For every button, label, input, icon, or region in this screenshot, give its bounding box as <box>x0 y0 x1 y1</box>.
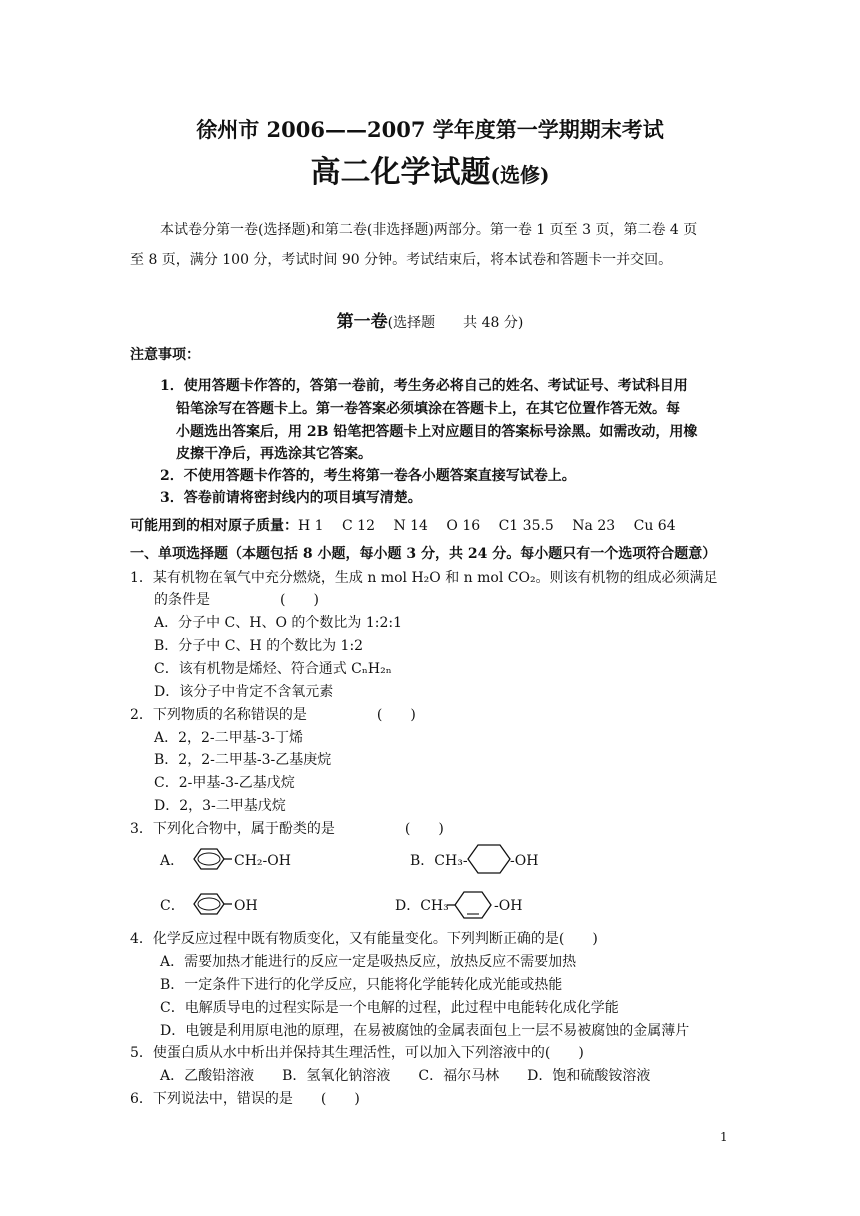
benzene-ring-icon <box>186 891 232 917</box>
subtitle-main: 高二化学试题 <box>310 155 491 190</box>
exam-subtitle <box>0 153 860 195</box>
notice-line-4: 皮擦干净后，再选涂其它答案。 <box>176 446 372 462</box>
q3-option-c-text: OH <box>234 898 258 914</box>
q4-option-b: B．一定条件下进行的化学反应，只能将化学能转化成光能或热能 <box>160 977 563 993</box>
cyclohexane-ring-icon <box>466 842 512 876</box>
q1-option-d: D．该分子中肯定不含氧元素 <box>154 684 334 700</box>
q3-option-c-label: C． <box>160 898 185 914</box>
benzene-ring-icon <box>186 846 232 872</box>
q5-stem: 5．使蛋白质从水中析出并保持其生理活性，可以加入下列溶液中的( ) <box>130 1045 584 1061</box>
q5-options: A．乙酸铅溶液 B．氢氧化钠溶液 C．福尔马林 D．饱和硫酸铵溶液 <box>160 1068 651 1084</box>
intro-line-1: 本试卷分第一卷(选择题)和第二卷(非选择题)两部分。第一卷 1 页至 3 页，第二卷 4 页 <box>160 222 698 238</box>
q3-option-a-label: A． <box>160 853 185 869</box>
q3-stem: 3．下列化合物中，属于酚类的是 ( ) <box>130 821 444 837</box>
part-heading: 一、单项选择题（本题包括 8 小题，每小题 3 分，共 24 分。每小题只有一个选项符合题意） <box>130 546 717 562</box>
q1-option-c: C．该有机物是烯烃、符合通式 CₙH₂ₙ <box>154 661 392 677</box>
q2-option-d: D．2，3-二甲基戊烷 <box>154 798 286 814</box>
q1-option-a: A．分子中 C、H、O 的个数比为 1:2:1 <box>154 615 403 631</box>
notice-heading: 注意事项： <box>130 347 200 363</box>
q4-option-c: C．电解质导电的过程实际是一个电解的过程，此过程中电能转化成化学能 <box>160 1000 619 1016</box>
q1-stem-1: 1．某有机物在氧气中充分燃烧，生成 n mol H₂O 和 n mol CO₂。则该有机物的组成必须满足 <box>130 570 718 586</box>
page-number: 1 <box>720 1130 728 1144</box>
q1-stem-2: 的条件是 ( ) <box>154 592 319 608</box>
atomic-mass-values: H 1 C 12 N 14 O 16 C1 35.5 Na 23 Cu 64 <box>298 518 676 534</box>
section-title <box>0 310 860 335</box>
q2-option-b: B．2，2-二甲基-3-乙基庚烷 <box>154 752 332 768</box>
q2-option-a: A．2，2-二甲基-3-丁烯 <box>154 730 304 746</box>
notice-line-5: 2．不使用答题卡作答的，考生将第一卷各小题答案直接写试卷上。 <box>160 468 576 484</box>
atomic-mass-label: 可能用到的相对原子质量： <box>130 518 298 534</box>
exam-title: 徐州市 2006——2007 学年度第一学期期末考试 <box>196 117 664 142</box>
section-name: 第一卷 <box>336 312 388 332</box>
notice-line-6: 3．答卷前请将密封线内的项目填写清楚。 <box>160 490 422 506</box>
q6-stem: 6．下列说法中，错误的是 ( ) <box>130 1091 360 1107</box>
q1-option-b: B．分子中 C、H 的个数比为 1:2 <box>154 638 364 654</box>
q3-option-b-label: B．CH₃- <box>410 853 468 869</box>
cyclohexene-ring-icon <box>447 889 499 921</box>
section-detail: (选择题 共 48 分) <box>387 315 524 331</box>
q2-option-c: C．2-甲基-3-乙基戊烷 <box>154 775 295 791</box>
q3-option-d-text: -OH <box>494 898 523 914</box>
q2-stem: 2．下列物质的名称错误的是 ( ) <box>130 707 416 723</box>
atomic-mass-line <box>130 516 676 536</box>
q4-stem: 4．化学反应过程中既有物质变化，又有能量变化。下列判断正确的是( ) <box>130 931 598 947</box>
notice-line-2: 铅笔涂写在答题卡上。第一卷答案必须填涂在答题卡上，在其它位置作答无效。每 <box>176 401 680 417</box>
intro-line-2: 至 8 页，满分 100 分，考试时间 90 分钟。考试结束后，将本试卷和答题卡一并交回。 <box>130 252 673 268</box>
notice-line-1: 1．使用答题卡作答的，答第一卷前，考生务必将自己的姓名、考试证号、考试科目用 <box>160 378 688 394</box>
notice-line-3: 小题选出答案后，用 2B 铅笔把答题卡上对应题目的答案标号涂黑。如需改动，用橡 <box>176 424 698 440</box>
q3-option-a-text: CH₂-OH <box>234 853 291 869</box>
q3-option-b-text: -OH <box>510 853 539 869</box>
q3-option-d-label: D．CH₃ <box>395 898 449 914</box>
subtitle-suffix: (选修) <box>490 163 550 187</box>
q4-option-a: A．需要加热才能进行的反应一定是吸热反应，放热反应不需要加热 <box>160 954 577 970</box>
q4-option-d: D．电镀是利用原电池的原理，在易被腐蚀的金属表面包上一层不易被腐蚀的金属薄片 <box>160 1023 690 1039</box>
